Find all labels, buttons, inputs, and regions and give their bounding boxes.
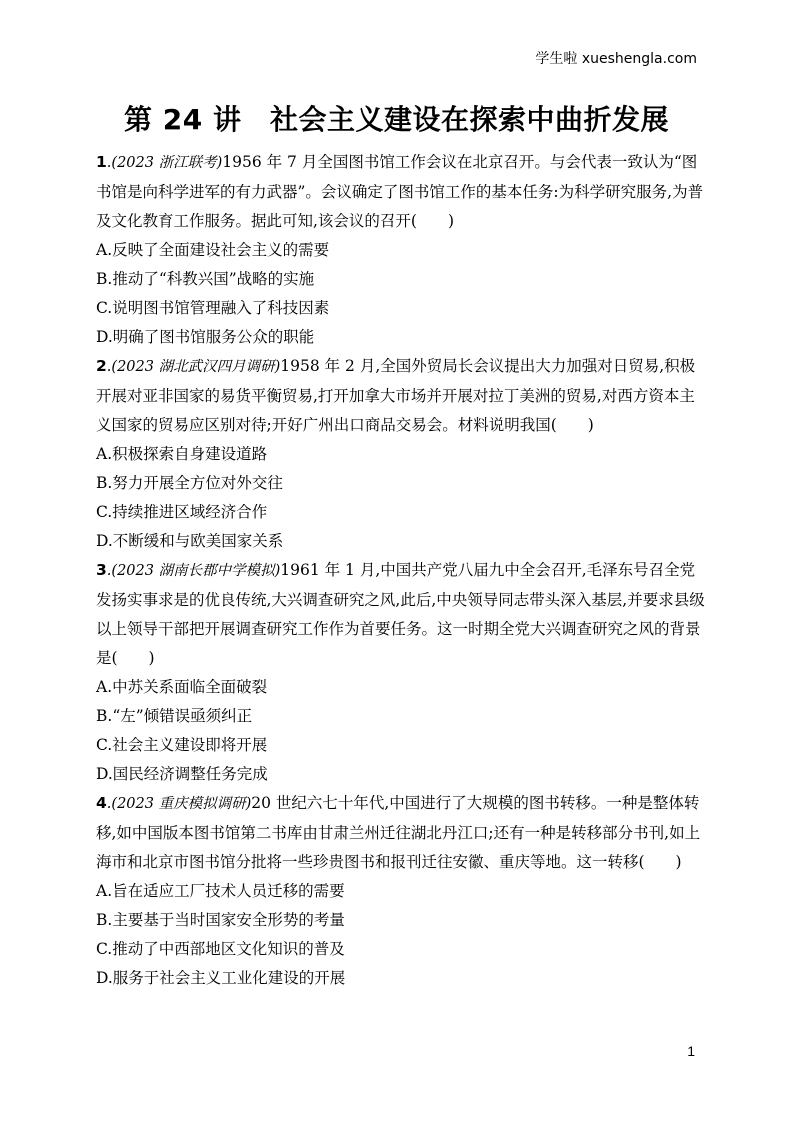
question-list — [96, 148, 708, 993]
option-d[interactable]: D.服务于社会主义工业化建设的开展 — [96, 969, 346, 987]
question-3 — [96, 556, 708, 789]
option-c[interactable]: C.说明图书馆管理融入了科技因素 — [96, 299, 330, 317]
question-number: 1 — [96, 153, 107, 171]
question-source: .(2023 重庆模拟调研) — [106, 796, 252, 812]
question-stem — [96, 148, 708, 236]
question-source: .(2023 浙江联考) — [106, 155, 223, 171]
option-d[interactable]: D.明确了图书馆服务公众的职能 — [96, 328, 315, 346]
option-d[interactable]: D.国民经济调整任务完成 — [96, 765, 268, 783]
option-b[interactable]: B.推动了“科教兴国”战略的实施 — [96, 270, 315, 288]
question-text: 1956 年 7 月全国图书馆工作会议在北京召开。与会代表一致认为“图书馆是向科学进军的有力武器”。会议确定了图书馆工作的基本任务:为科学研究服务,为普及文化教育工作服务。据此可知,该会议的召开( ) — [96, 153, 704, 230]
question-text: 1961 年 1 月,中国共产党八届九中全会召开,毛泽东号召全党发扬实事求是的优良传统,大兴调查研究之风,此后,中央领导同志带头深入基层,并要求县级以上领导干部把开展调查研究工作作为首要任务。这一时期全党大兴调查研究之风的背景是( ) — [96, 561, 705, 667]
question-number: 3 — [96, 561, 107, 579]
option-c[interactable]: C.推动了中西部地区文化知识的普及 — [96, 940, 345, 958]
question-number: 2 — [96, 357, 107, 375]
option-c[interactable]: C.社会主义建设即将开展 — [96, 736, 268, 754]
question-2 — [96, 352, 708, 556]
option-a[interactable]: A.旨在适应工厂技术人员迁移的需要 — [96, 882, 345, 900]
question-text: 1958 年 2 月,全国外贸局长会议提出大力加强对日贸易,积极开展对亚非国家的易货平衡贸易,打开加拿大市场并开展对拉丁美洲的贸易,对西方资本主义国家的贸易应区别对待;开好广州出口商品交易会。材料说明我国( ) — [96, 357, 696, 434]
option-d[interactable]: D.不断缓和与欧美国家关系 — [96, 532, 284, 550]
option-a[interactable]: A.中苏关系面临全面破裂 — [96, 678, 268, 696]
page-number: 1 — [687, 1043, 695, 1059]
question-stem — [96, 789, 708, 877]
question-source: .(2023 湖南长郡中学模拟) — [106, 563, 281, 579]
site-watermark: 学生啦 xueshengla.com — [535, 51, 697, 67]
option-a[interactable]: A.积极探索自身建设道路 — [96, 445, 268, 463]
question-stem — [96, 556, 708, 673]
option-a[interactable]: A.反映了全面建设社会主义的需要 — [96, 241, 330, 259]
question-1 — [96, 148, 708, 352]
option-c[interactable]: C.持续推进区域经济合作 — [96, 503, 268, 521]
question-stem — [96, 352, 708, 440]
question-text: 20 世纪六七十年代,中国进行了大规模的图书转移。一种是整体转移,如中国版本图书馆第二书库由甘肃兰州迁往湖北丹江口;还有一种是转移部分书刊,如上海市和北京市图书馆分批将一些珍贵图书和报刊迁往安徽、重庆等地。这一转移( ) — [96, 794, 701, 871]
question-source: .(2023 湖北武汉四月调研) — [106, 359, 281, 375]
question-4 — [96, 789, 708, 993]
option-b[interactable]: B.努力开展全方位对外交往 — [96, 474, 283, 492]
option-b[interactable]: B.“左”倾错误亟须纠正 — [96, 707, 253, 725]
option-b[interactable]: B.主要基于当时国家安全形势的考量 — [96, 911, 345, 929]
page-title: 第 24 讲 社会主义建设在探索中曲折发展 — [124, 103, 669, 136]
question-number: 4 — [96, 794, 107, 812]
